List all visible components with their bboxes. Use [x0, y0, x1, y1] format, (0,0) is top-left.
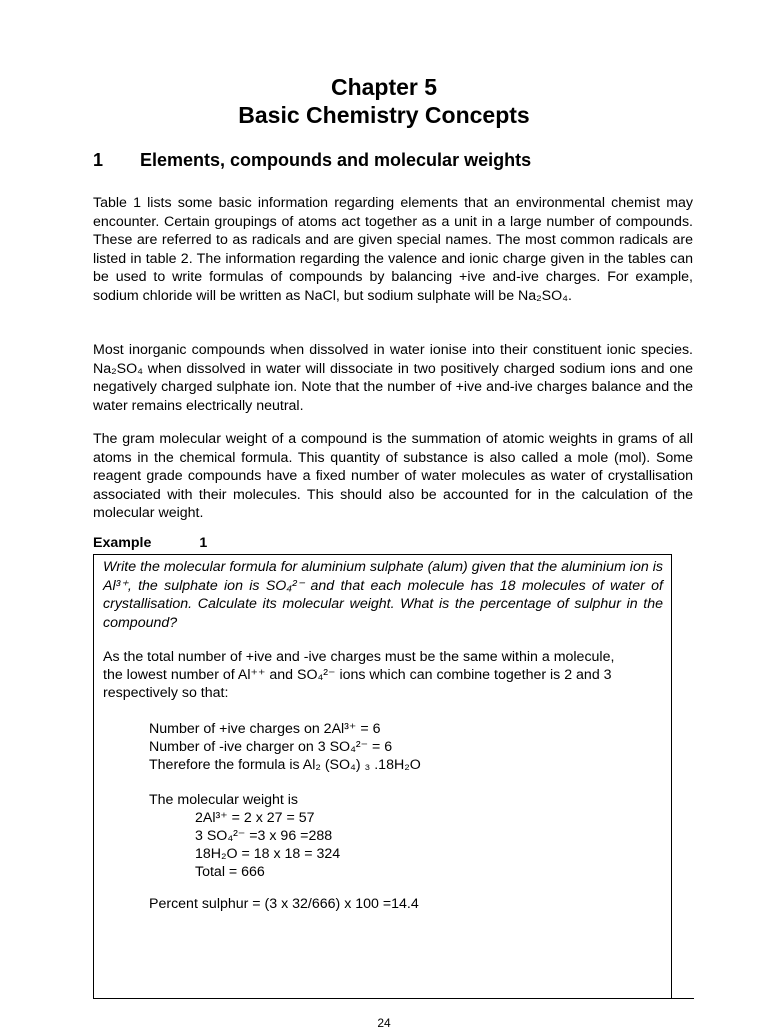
page-number: 24 [377, 1016, 391, 1030]
paragraph: Table 1 lists some basic information regarding elements that an environmental chemist may encounter. Certain groupings of atoms act together as a unit in a large number of compounds. These are referred to as radicals and are given special names. The most common radicals are listed in table 2. The information regarding the valence and ionic charge given in the tables can be used to write formulas of compounds by balancing +ive and-ive charges. For example, sodium chloride will be written as NaCl, but sodium sulphate will be Na₂SO₄. [93, 195, 693, 304]
answer-line: the lowest number of Al⁺⁺ and SO₄²⁻ ions which can combine together is 2 and 3 [103, 667, 612, 683]
section-number: 1 [93, 150, 104, 170]
answer-line: respectively so that: [103, 685, 229, 701]
example-label: Example [93, 535, 152, 551]
answer-line: As the total number of +ive and -ive charges must be the same within a molecule, [103, 649, 615, 665]
percent-line: Percent sulphur = (3 x 32/666) x 100 =14.4 [149, 896, 419, 912]
example-box-bottom-rule [93, 998, 694, 999]
example-number: 1 [199, 535, 208, 551]
mw-line: 2Al³⁺ = 2 x 27 = 57 [195, 810, 315, 826]
paragraph: The gram molecular weight of a compound is the summation of atomic weights in grams of all atoms in the chemical formula. This quantity of substance is also called a mole (mol). Some reagent grade compounds have a fixed number of water molecules as water of crystallisation associated with their molecules. This should also be accounted for in the calculation of the molecular weight. [93, 431, 693, 522]
mw-line: 18H₂O = 18 x 18 = 324 [195, 846, 341, 862]
section-heading [93, 150, 531, 171]
example-question: Write the molecular formula for aluminium sulphate (alum) given that the aluminium ion is Al³⁺, the sulphate ion is SO₄²⁻ and that each molecule has 18 molecules of water of crystallisation. Calculate its molecular weight. What is the percentage of sulphur in the compound? [103, 559, 663, 631]
mw-heading: The molecular weight is [149, 792, 299, 808]
paragraph: Most inorganic compounds when dissolved in water ionise into their constituent ionic species. Na₂SO₄ when dissolved in water will dissociate in two positively charged sodium ions and one negatively charged sulphate ion. Note that the number of +ive and-ive charges balance and the water remains electrically neutral. [93, 342, 693, 414]
example-heading [93, 535, 207, 551]
mw-line: 3 SO₄²⁻ =3 x 96 =288 [195, 828, 333, 844]
section-title: Elements, compounds and molecular weights [140, 150, 532, 170]
charge-line: Number of -ive charger on 3 SO₄²⁻ = 6 [149, 739, 393, 755]
chapter-number: Chapter 5 [330, 74, 438, 100]
mw-line: Total = 666 [195, 864, 265, 880]
chapter-title: Basic Chemistry Concepts [238, 102, 530, 128]
charge-line: Therefore the formula is Al₂ (SO₄) ₃ .18H₂O [149, 757, 421, 773]
charge-line: Number of +ive charges on 2Al³⁺ = 6 [149, 721, 381, 737]
